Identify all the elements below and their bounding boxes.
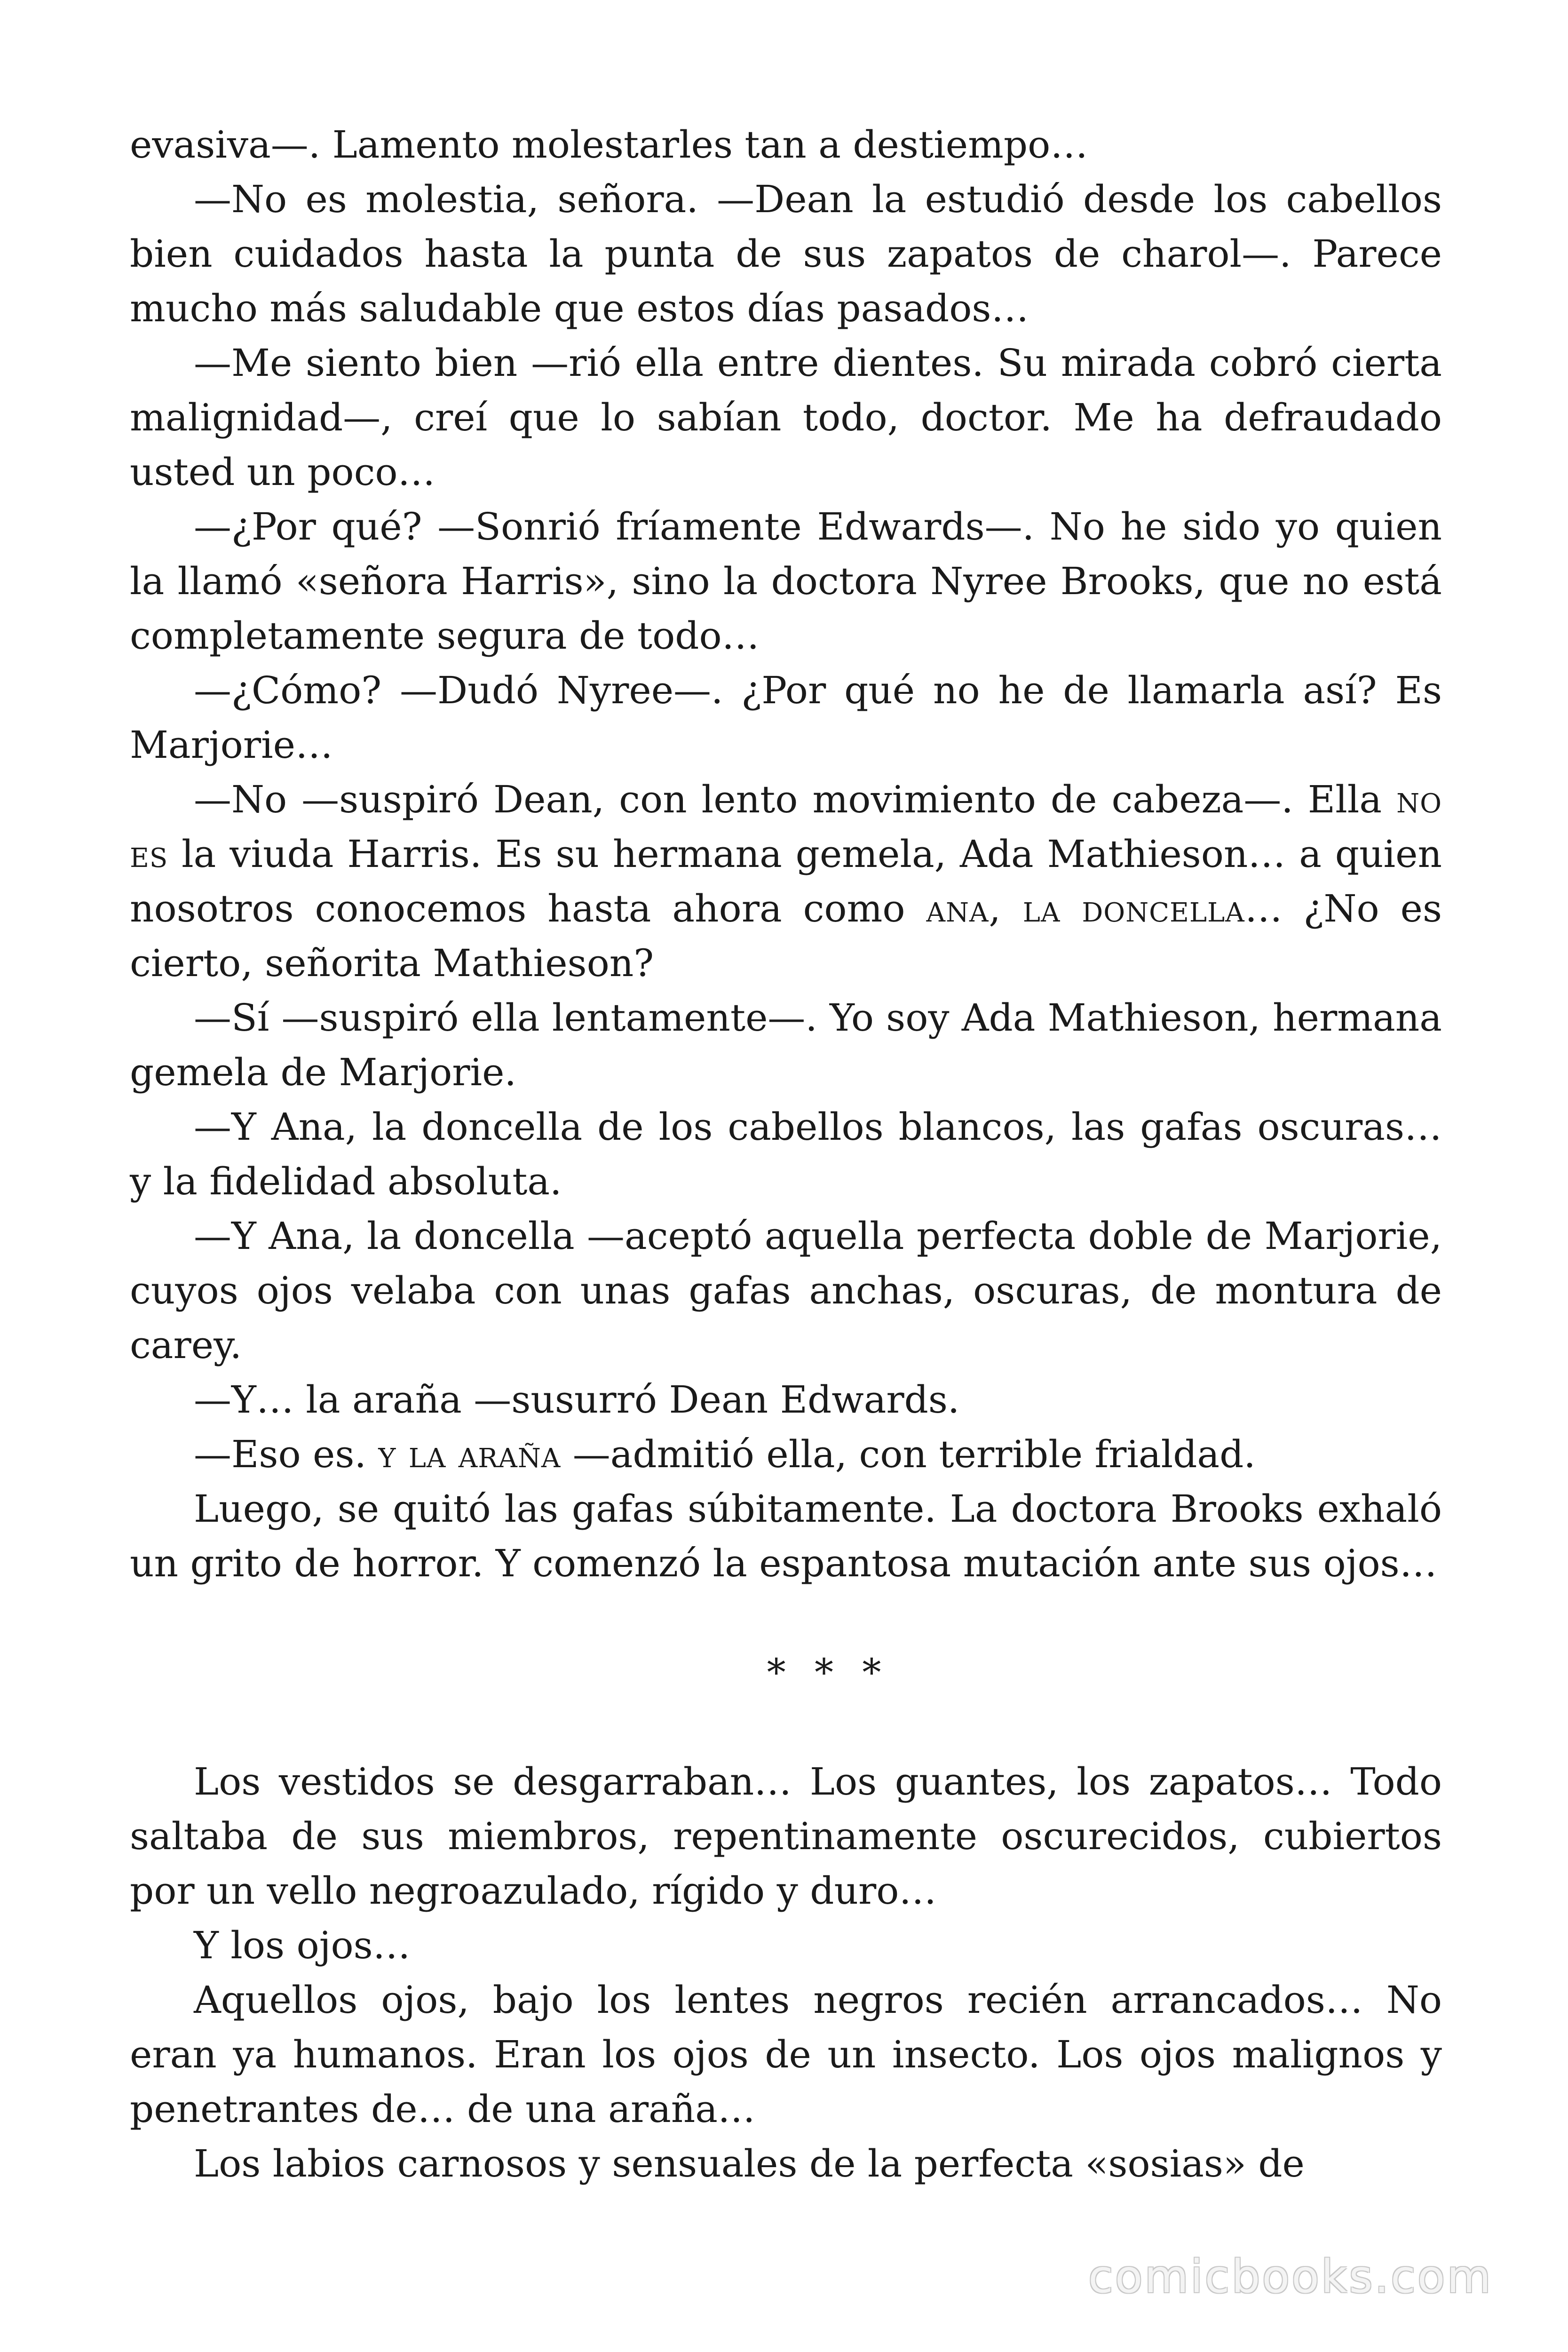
small-caps-text: y la araña	[378, 1432, 561, 1476]
paragraph: Y los ojos…	[194, 1923, 411, 1967]
paragraph: evasiva—. Lamento molestarles tan a destiempo…	[130, 123, 1088, 167]
watermark: comicbooks.com	[1088, 2250, 1493, 2303]
paragraph: Los labios carnosos y sensuales de la perfecta «sosias» de	[194, 2142, 1305, 2185]
body-text	[130, 118, 1442, 2191]
small-caps-text: ana, la doncella	[926, 887, 1245, 930]
paragraph: Los vestidos se desgarraban… Los guantes, los zapatos… Todo saltaba de sus miembros, repentinamente oscurecidos, cubiertos por un vello negroazulado, rígido y duro…	[130, 1760, 1442, 1913]
paragraph: Luego, se quitó las gafas súbitamente. La doctora Brooks exhaló un grito de horror. Y comenzó la espantosa mutación ante sus ojos…	[130, 1487, 1442, 1585]
paragraph	[130, 772, 1442, 991]
section-separator: * * *	[767, 1651, 890, 1694]
paragraph: —Me siento bien —rió ella entre dientes. Su mirada cobró cierta malignidad—, creí que lo sabían todo, doctor. Me ha defraudado usted un poco…	[130, 341, 1442, 494]
paragraph: —¿Por qué? —Sonrió fríamente Edwards—. No he sido yo quien la llamó «señora Harris», sino la doctora Nyree Brooks, que no está completamente segura de todo…	[130, 505, 1442, 658]
paragraph: —Y… la araña —susurró Dean Edwards.	[194, 1378, 960, 1422]
paragraph: —Y Ana, la doncella de los cabellos blancos, las gafas oscuras… y la fidelidad absoluta.	[130, 1105, 1442, 1203]
text-run: … ¿No es cierto, señorita Mathieson?	[130, 887, 1442, 985]
paragraph: —Sí —suspiró ella lentamente—. Yo soy Ada Mathieson, hermana gemela de Marjorie.	[130, 996, 1442, 1094]
text-run: —No —suspiró Dean, con lento movimiento de cabeza—. Ella	[194, 778, 1397, 821]
text-run: la viuda Harris. Es su hermana gemela, Ada Mathieson… a quien nosotros conocemos hasta ahora como	[130, 832, 1442, 930]
small-caps-text: no es	[130, 778, 1442, 876]
paragraph: —Y Ana, la doncella —aceptó aquella perfecta doble de Marjorie, cuyos ojos velaba con unas gafas anchas, oscuras, de montura de carey.	[130, 1214, 1442, 1367]
text-run: —admitió ella, con terrible frialdad.	[561, 1432, 1256, 1476]
paragraph: —¿Cómo? —Dudó Nyree—. ¿Por qué no he de llamarla así? Es Marjorie…	[130, 668, 1442, 767]
paragraph: Aquellos ojos, bajo los lentes negros recién arrancados… No eran ya humanos. Eran los ojos de un insecto. Los ojos malignos y penetrantes de… de una araña…	[130, 1978, 1442, 2131]
text-run: —Eso es.	[194, 1432, 379, 1476]
paragraph	[130, 1427, 1442, 1482]
paragraph: —No es molestia, señora. —Dean la estudió desde los cabellos bien cuidados hasta la punta de sus zapatos de charol—. Parece mucho más saludable que estos días pasados…	[130, 177, 1442, 330]
